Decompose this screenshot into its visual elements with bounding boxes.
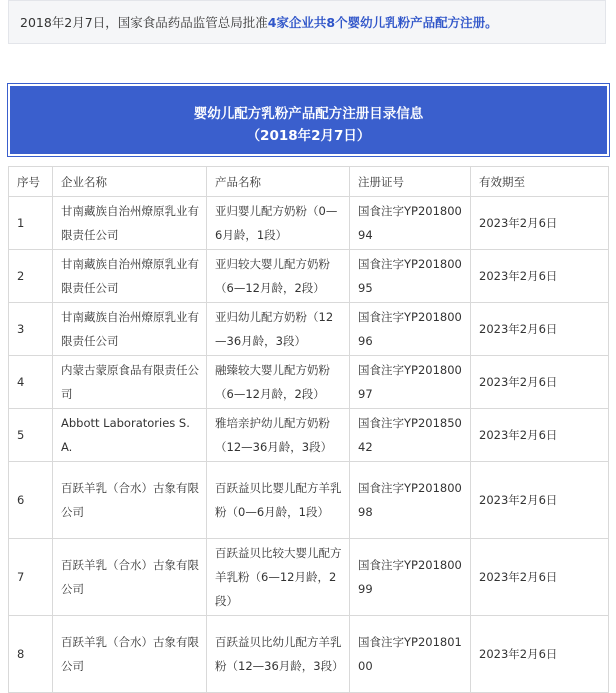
cell-reg: 国食注字YP20180097 (350, 356, 471, 409)
cell-product: 亚归较大婴儿配方奶粉（6—12月龄，2段） (207, 250, 350, 303)
cell-reg: 国食注字YP20180099 (350, 539, 471, 616)
table-row (9, 462, 609, 539)
cell-company: 甘南藏族自治州燎原乳业有限责任公司 (53, 250, 207, 303)
table-row (9, 539, 609, 616)
cell-company: 甘南藏族自治州燎原乳业有限责任公司 (53, 303, 207, 356)
header-company: 企业名称 (53, 167, 207, 197)
registration-table (8, 166, 609, 693)
cell-reg: 国食注字YP20185042 (350, 409, 471, 462)
cell-no: 6 (9, 462, 53, 539)
intro-highlight: 4家企业共8个婴幼儿乳粉产品配方注册。 (267, 15, 498, 30)
cell-company: 甘南藏族自治州燎原乳业有限责任公司 (53, 197, 207, 250)
header-product: 产品名称 (207, 167, 350, 197)
cell-no: 3 (9, 303, 53, 356)
cell-company: 百跃羊乳（合水）古象有限公司 (53, 539, 207, 616)
intro-prefix: 2018年2月7日，国家食品药品监管总局批准 (20, 15, 268, 30)
table-row (9, 250, 609, 303)
cell-expiry: 2023年2月6日 (471, 250, 609, 303)
header-reg: 注册证号 (350, 167, 471, 197)
cell-no: 2 (9, 250, 53, 303)
table-row (9, 356, 609, 409)
cell-product: 百跃益贝比婴儿配方羊乳粉（0—6月龄，1段） (207, 462, 350, 539)
cell-reg: 国食注字YP20180094 (350, 197, 471, 250)
cell-product: 亚归婴儿配方奶粉（0—6月龄，1段） (207, 197, 350, 250)
cell-expiry: 2023年2月6日 (471, 539, 609, 616)
cell-product: 融臻较大婴儿配方奶粉（6—12月龄，2段） (207, 356, 350, 409)
cell-expiry: 2023年2月6日 (471, 197, 609, 250)
cell-product: 百跃益贝比幼儿配方羊乳粉（12—36月龄，3段） (207, 616, 350, 693)
table-row (9, 197, 609, 250)
cell-company: 百跃羊乳（合水）古象有限公司 (53, 462, 207, 539)
cell-product: 亚归幼儿配方奶粉（12—36月龄，3段） (207, 303, 350, 356)
header-no: 序号 (9, 167, 53, 197)
cell-no: 4 (9, 356, 53, 409)
table-row (9, 616, 609, 693)
cell-no: 7 (9, 539, 53, 616)
cell-no: 8 (9, 616, 53, 693)
header-expiry: 有效期至 (471, 167, 609, 197)
cell-expiry: 2023年2月6日 (471, 462, 609, 539)
banner-date: （2018年2月7日） (246, 128, 371, 144)
cell-reg: 国食注字YP20180096 (350, 303, 471, 356)
cell-expiry: 2023年2月6日 (471, 303, 609, 356)
cell-reg: 国食注字YP20180100 (350, 616, 471, 693)
cell-company: 百跃羊乳（合水）古象有限公司 (53, 616, 207, 693)
cell-reg: 国食注字YP20180095 (350, 250, 471, 303)
cell-expiry: 2023年2月6日 (471, 616, 609, 693)
banner-title: 婴幼儿配方乳粉产品配方注册目录信息 (193, 106, 424, 122)
table-row (9, 409, 609, 462)
table-header-row (9, 167, 609, 197)
intro-text (8, 0, 606, 44)
cell-product: 百跃益贝比较大婴儿配方羊乳粉（6—12月龄，2段） (207, 539, 350, 616)
cell-no: 5 (9, 409, 53, 462)
cell-company: 内蒙古蒙原食品有限责任公司 (53, 356, 207, 409)
cell-product: 雅培亲护幼儿配方奶粉（12—36月龄，3段） (207, 409, 350, 462)
cell-reg: 国食注字YP20180098 (350, 462, 471, 539)
table-title-banner (8, 84, 609, 156)
table-row (9, 303, 609, 356)
cell-company: Abbott Laboratories S.A. (53, 409, 207, 462)
cell-expiry: 2023年2月6日 (471, 409, 609, 462)
cell-no: 1 (9, 197, 53, 250)
cell-expiry: 2023年2月6日 (471, 356, 609, 409)
